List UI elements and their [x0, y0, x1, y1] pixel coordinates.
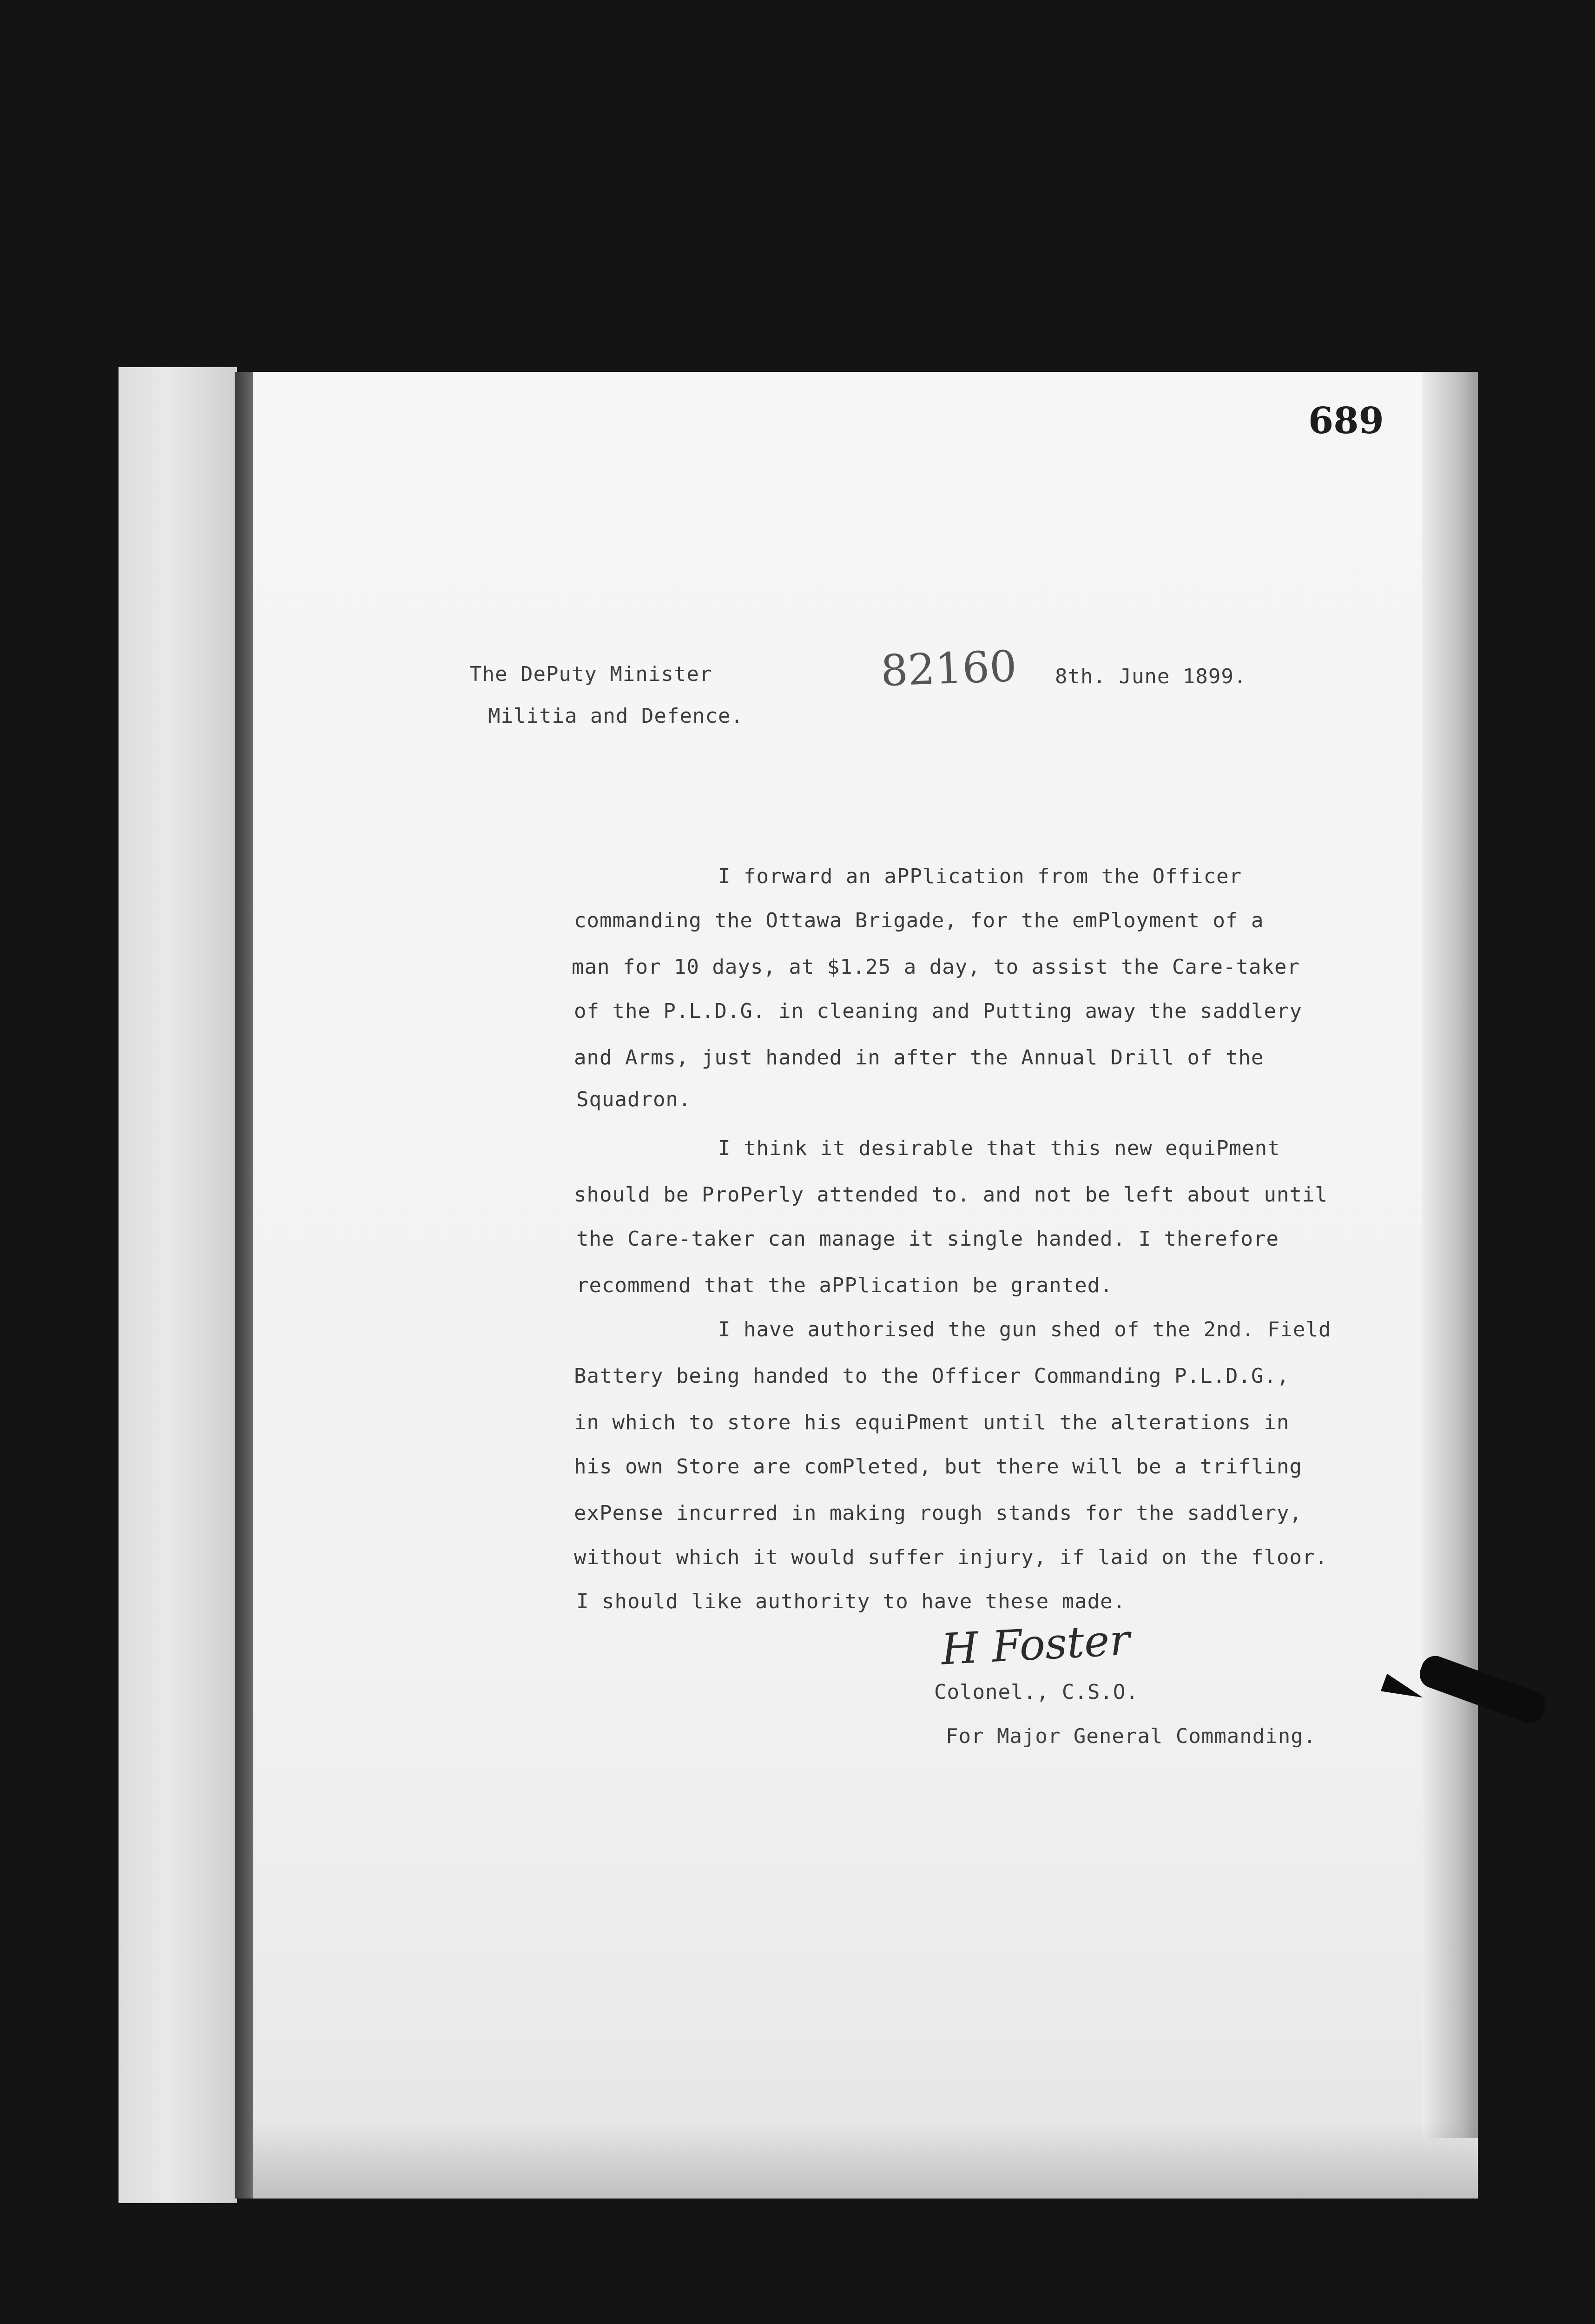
body-line: commanding the Ottawa Brigade, for the emPloyment of a [574, 909, 1264, 932]
body-line: his own Store are comPleted, but there will be a trifling [574, 1455, 1302, 1479]
folio-number: 689 [1308, 400, 1384, 442]
body-line: the Care-taker can manage it single handed. I therefore [576, 1227, 1279, 1251]
recipient-line-2: Militia and Defence. [488, 704, 744, 728]
body-line: I think it desirable that this new equiPment [718, 1136, 1280, 1160]
recipient-line-1: The DePuty Minister [469, 662, 712, 686]
signatory-title: Colonel., C.S.O. [934, 1680, 1139, 1704]
body-line: of the P.L.D.G. in cleaning and Putting away the saddlery [574, 999, 1302, 1023]
letter-date: 8th. June 1899. [1055, 665, 1247, 688]
body-line: without which it would suffer injury, if laid on the floor. [574, 1545, 1328, 1569]
sheet-bottom-shadow [251, 2119, 1478, 2199]
body-line: exPense incurred in making rough stands for the saddlery, [574, 1501, 1302, 1525]
body-line: in which to store his equiPment until the alterations in [574, 1411, 1290, 1434]
body-line: man for 10 days, at $1.25 a day, to assist the Care-taker [572, 955, 1300, 979]
body-line: recommend that the aPPlication be granted. [576, 1274, 1113, 1297]
spine-shadow [235, 372, 253, 2199]
body-line: Squadron. [576, 1088, 692, 1111]
back-sheet [119, 367, 237, 2203]
body-line: should be ProPerly attended to. and not be left about until [574, 1183, 1328, 1207]
body-line: I should like authority to have these made. [576, 1590, 1126, 1613]
body-line: and Arms, just handed in after the Annual Drill of the [574, 1046, 1264, 1070]
sheet-edge [1422, 372, 1478, 2138]
handwritten-signature: H Foster [940, 1615, 1131, 1675]
body-line: I have authorised the gun shed of the 2nd. Field [718, 1318, 1331, 1341]
signatory-role: For Major General Commanding. [946, 1724, 1317, 1748]
registry-stamp-number: 82160 [880, 641, 1018, 696]
body-line: Battery being handed to the Officer Commanding P.L.D.G., [574, 1364, 1290, 1388]
body-line: I forward an aPPlication from the Officer [718, 865, 1242, 888]
